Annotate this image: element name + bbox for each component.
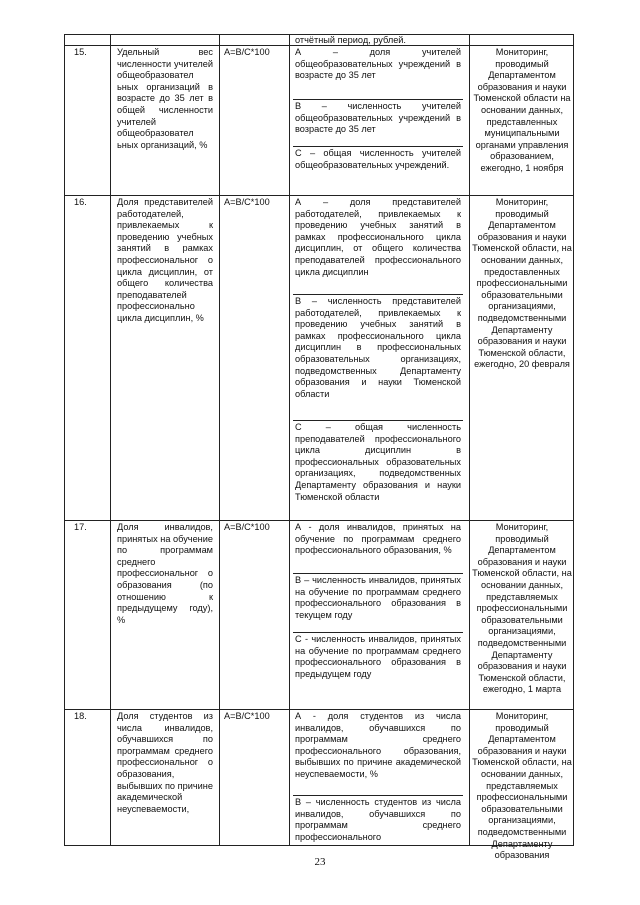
sub-cell-sep	[293, 146, 463, 147]
data-source: Мониторинг, проводимый Департаментом образования и науки Тюменской области, на основании данных, предоставленных профессиональными образовательными организациями, подведомственными Департаменту образования и науки Тюменской области, ежегодно, 20 февраля	[472, 197, 572, 370]
formula-variable: С - численность инвалидов, принятых на обучение по программам среднего профессионального образования в предыдущем году	[295, 634, 461, 679]
row-sep	[65, 709, 573, 710]
continuation-text: отчётный период, рублей.	[295, 35, 406, 45]
row-number: 18.	[74, 711, 87, 721]
row-number: 16.	[74, 197, 87, 207]
formula-variable: В – численность представителей работодателей, привлекаемых к проведению учебных занятий в рамках профессионального цикла дисциплин в профессиональных образовательных организациях, подведомственных Департаменту образования и науки Тюменской области	[295, 296, 461, 399]
formula-variable: В – численность инвалидов, принятых на обучение по программам среднего профессионального образования в текущем году	[295, 575, 461, 620]
formula-variable: А – доля учителей общеобразовательных учреждений в возрасте до 35 лет	[295, 47, 461, 81]
formula-variable: А – доля представителей работодателей, привлекаемых к проведению учебных занятий в рамках профессионального цикла дисциплин, от общего количества преподавателей профессионального цикла дисциплин	[295, 197, 461, 277]
indicator-name: Доля инвалидов, принятых на обучение по программам среднего профессиональног о образования (по отношению к предыдущему году), %	[117, 522, 213, 625]
col-sep-1	[110, 35, 111, 845]
page-number: 23	[314, 856, 326, 868]
formula-variable: В – численность учителей общеобразовательных учреждений в возрасте до 35 лет	[295, 101, 461, 135]
sub-cell-sep	[293, 573, 463, 574]
formula-variable: В – численность студентов из числа инвалидов, обучавшихся по программам среднего профессионального	[295, 797, 461, 842]
data-source: Мониторинг, проводимый Департаментом образования и науки Тюменской области, на основании данных, представляемых профессиональными образовательными организациями, подведомственными Департаменту образования и науки Тюменской области, ежегодно, 1 марта	[472, 522, 572, 695]
indicator-name: Удельный вес численности учителей общеобразовател ьных организаций в возрасте до 35 лет в общей численности учителей общеобразовател ьных организаций, %	[117, 47, 213, 150]
row-number: 15.	[74, 47, 87, 57]
formula-variable: С – общая численность учителей общеобразовательных учреждений.	[295, 148, 461, 170]
indicator-formula: A=B/C*100	[224, 522, 270, 532]
indicators-table	[64, 34, 574, 861]
data-source: Мониторинг, проводимый Департаментом образования и науки Тюменской области, на основании данных, представляемых профессиональными образовательными организациями, подведомственными Департаменту образования	[472, 711, 572, 861]
col-sep-3	[289, 35, 290, 845]
sub-cell-sep	[293, 632, 463, 633]
sub-cell-sep	[293, 420, 463, 421]
indicator-formula: A=B/C*100	[224, 711, 270, 721]
row-sep	[65, 520, 573, 521]
indicator-formula: A=B/C*100	[224, 197, 270, 207]
sub-cell-sep	[293, 795, 463, 796]
formula-variable: А - доля студентов из числа инвалидов, обучавшихся по программам среднего профессионального образования, выбывших по причине академической неуспеваемости, %	[295, 711, 461, 779]
formula-variable: А - доля инвалидов, принятых на обучение по программам среднего профессионального образования, %	[295, 522, 461, 556]
row-number: 17.	[74, 522, 87, 532]
indicator-name: Доля студентов из числа инвалидов, обучавшихся по программам среднего профессиональног о образования, выбывших по причине академической неуспеваемости,	[117, 711, 213, 814]
indicator-formula: A=B/C*100	[224, 47, 270, 57]
col-sep-2	[219, 35, 220, 845]
row-sep	[65, 195, 573, 196]
formula-variable: С – общая численность преподавателей профессионального цикла дисциплин в профессиональных образовательных организациях, подведомственных Департаменту образования и науки Тюменской области	[295, 422, 461, 502]
col-sep-4	[469, 35, 470, 845]
data-source: Мониторинг, проводимый Департаментом образования и науки Тюменской области на основании данных, представленных муниципальными органами управления образованием, ежегодно, 1 ноября	[473, 47, 571, 173]
indicator-name: Доля представителей работодателей, привлекаемых к проведению учебных занятий в рамках профессиональног о цикла дисциплин, от общего количества преподавателей профессионально цикла дисциплин, %	[117, 197, 213, 323]
sub-cell-sep	[293, 99, 463, 100]
sub-cell-sep	[293, 294, 463, 295]
